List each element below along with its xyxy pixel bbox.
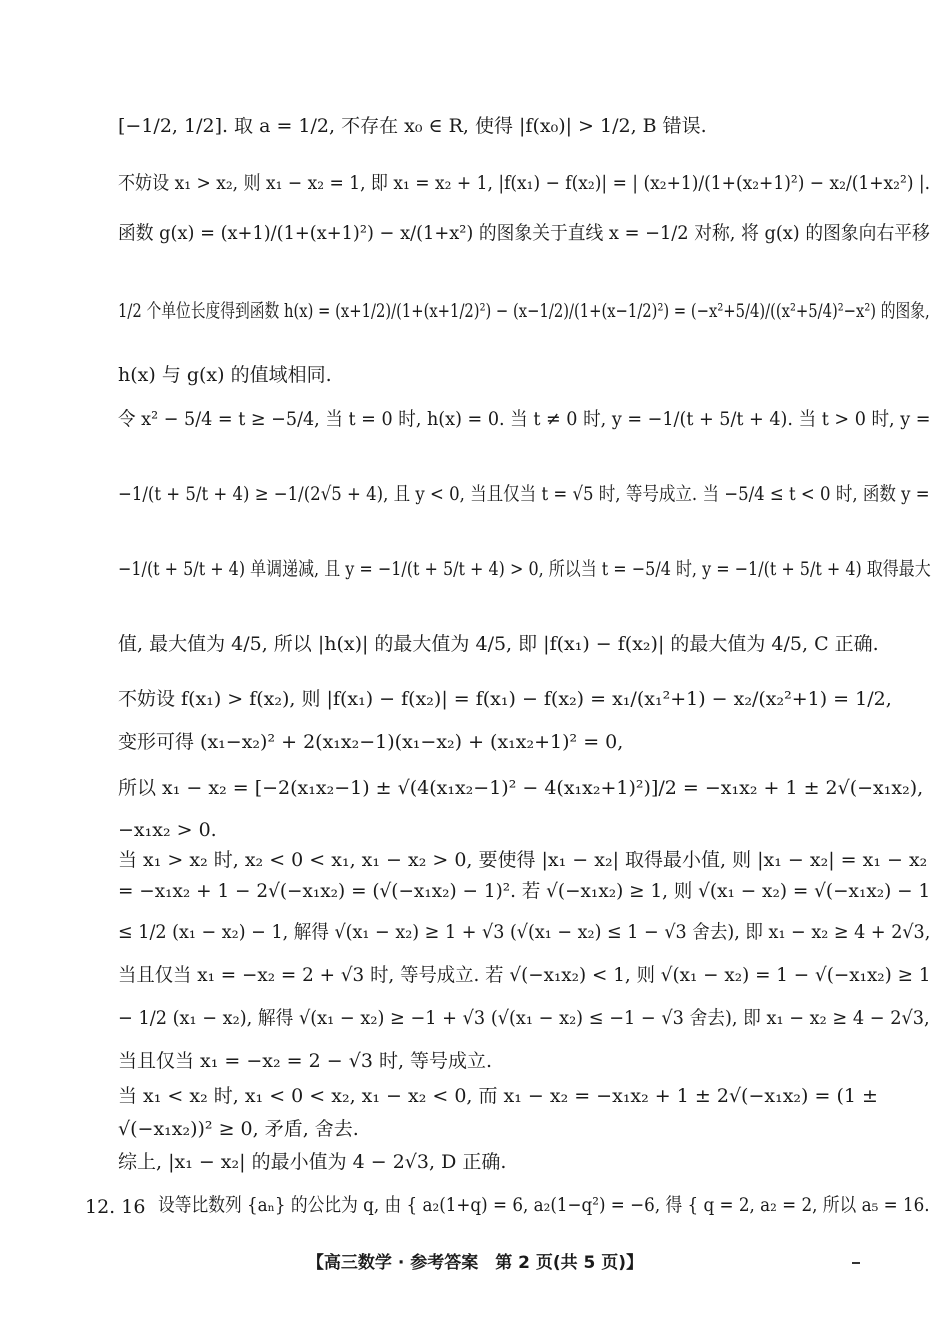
- text-line: h(x) 与 g(x) 的值域相同.: [118, 364, 332, 386]
- text-line: 当 x₁ < x₂ 时, x₁ < 0 < x₂, x₁ − x₂ < 0, 而 x₁ − x₂ = −x₁x₂ + 1 ± 2√(−x₁x₂) = (1 ±: [118, 1085, 878, 1107]
- text-line: 不妨设 x₁ > x₂, 则 x₁ − x₂ = 1, 即 x₁ = x₂ + 1, |f(x₁) − f(x₂)| = | (x₂+1)/(1+(x₂+1)²) − x₂/(1+x₂²) |.: [118, 172, 931, 194]
- text-line: 函数 g(x) = (x+1)/(1+(x+1)²) − x/(1+x²) 的图象关于直线 x = −1/2 对称, 将 g(x) 的图象向右平移: [118, 222, 930, 244]
- text-line: 当且仅当 x₁ = −x₂ = 2 + √3 时, 等号成立. 若 √(−x₁x₂) < 1, 则 √(x₁ − x₂) = 1 − √(−x₁x₂) ≥ 1: [118, 964, 931, 986]
- text-line: [−1/2, 1/2]. 取 a = 1/2, 不存在 x₀ ∈ R, 使得 |f(x₀)| > 1/2, B 错误.: [118, 115, 707, 137]
- text-line: 当且仅当 x₁ = −x₂ = 2 − √3 时, 等号成立.: [118, 1050, 493, 1072]
- question-number: 12. 16: [85, 1196, 146, 1218]
- text-line: 变形可得 (x₁−x₂)² + 2(x₁x₂−1)(x₁−x₂) + (x₁x₂+1)² = 0,: [118, 731, 624, 753]
- text-line: −x₁x₂ > 0.: [118, 819, 217, 841]
- text-line: 综上, |x₁ − x₂| 的最小值为 4 − 2√3, D 正确.: [118, 1151, 507, 1173]
- corner-mark: [852, 1262, 860, 1264]
- text-line: √(−x₁x₂))² ≥ 0, 矛盾, 舍去.: [118, 1118, 359, 1140]
- text-line: − 1/2 (x₁ − x₂), 解得 √(x₁ − x₂) ≥ −1 + √3 (√(x₁ − x₂) ≤ −1 − √3 舍去), 即 x₁ − x₂ ≥ 4 − 2√3,: [118, 1007, 930, 1029]
- text-line: ≤ 1/2 (x₁ − x₂) − 1, 解得 √(x₁ − x₂) ≥ 1 + √3 (√(x₁ − x₂) ≤ 1 − √3 舍去), 即 x₁ − x₂ ≥ 4 + 2√3,: [118, 921, 931, 943]
- text-line: 1/2 个单位长度得到函数 h(x) = (x+1/2)/(1+(x+1/2)²) − (x−1/2)/(1+(x−1/2)²) = (−x²+5/4)/((x²+5/4)²−x²) 的图象,: [118, 300, 930, 322]
- text-line: 不妨设 f(x₁) > f(x₂), 则 |f(x₁) − f(x₂)| = f(x₁) − f(x₂) = x₁/(x₁²+1) − x₂/(x₂²+1) = 1/2,: [118, 688, 892, 710]
- text-line: 值, 最大值为 4/5, 所以 |h(x)| 的最大值为 4/5, 即 |f(x₁) − f(x₂)| 的最大值为 4/5, C 正确.: [118, 633, 879, 655]
- text-line: 所以 x₁ − x₂ = [−2(x₁x₂−1) ± √(4(x₁x₂−1)² − 4(x₁x₂+1)²)]/2 = −x₁x₂ + 1 ± 2√(−x₁x₂),: [118, 777, 924, 799]
- text-line: −1/(t + 5/t + 4) ≥ −1/(2√5 + 4), 且 y < 0, 当且仅当 t = √5 时, 等号成立. 当 −5/4 ≤ t < 0 时, 函数 y =: [118, 483, 930, 505]
- text-line: 当 x₁ > x₂ 时, x₂ < 0 < x₁, x₁ − x₂ > 0, 要使得 |x₁ − x₂| 取得最小值, 则 |x₁ − x₂| = x₁ − x₂: [118, 849, 928, 871]
- question-12-answer: 设等比数列 {aₙ} 的公比为 q, 由 { a₂(1+q) = 6, a₂(1−q²) = −6, 得 { q = 2, a₂ = 2, 所以 a₅ = 16.: [158, 1194, 930, 1216]
- text-line: = −x₁x₂ + 1 − 2√(−x₁x₂) = (√(−x₁x₂) − 1)². 若 √(−x₁x₂) ≥ 1, 则 √(x₁ − x₂) = √(−x₁x₂) − 1: [118, 880, 931, 902]
- text-line: 令 x² − 5/4 = t ≥ −5/4, 当 t = 0 时, h(x) = 0. 当 t ≠ 0 时, y = −1/(t + 5/t + 4). 当 t > 0 时, y =: [118, 408, 931, 430]
- text-line: −1/(t + 5/t + 4) 单调递减, 且 y = −1/(t + 5/t + 4) > 0, 所以当 t = −5/4 时, y = −1/(t + 5/t + 4) 取得最大: [118, 558, 931, 580]
- page-footer: 【高三数学 · 参考答案 第 2 页(共 5 页)】: [306, 1253, 644, 1273]
